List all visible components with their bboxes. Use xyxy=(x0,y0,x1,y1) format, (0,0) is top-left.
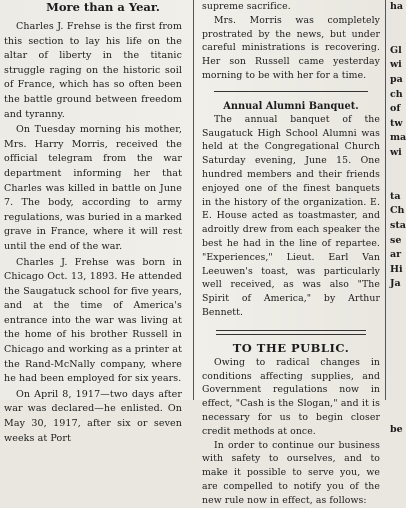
right-column-fragment xyxy=(388,482,400,497)
right-column-fragment: of xyxy=(390,103,401,115)
section-rule-double xyxy=(216,330,366,335)
right-column-fragment: sta xyxy=(390,219,406,231)
article-paragraph: On Tuesday morning his mother, Mrs. Harry Morris, received the official telegram from the war department informing her that Charles was killed in battle on June 7. The body, according to army regulations, was buried in a marked grave in France, where it will rest until the end of the war. xyxy=(4,124,182,252)
right-column-fragment xyxy=(388,306,400,321)
right-column-fragment xyxy=(388,409,400,424)
right-column-fragment: ha xyxy=(390,1,404,12)
article-paragraph: Charles J. Frehse was born in Chicago Oct. 13, 1893. He attended the Saugatuck school for five years, and at the time of America's entrance into the war was living at the home of his brother Russell in Chicago and working as a printer at the Rand-McNally company, where he had been employed for six years. xyxy=(4,256,182,385)
right-column-fragment: pa xyxy=(390,73,403,85)
right-column-fragment xyxy=(388,365,400,380)
right-column-fragment xyxy=(388,452,400,467)
middle-column xyxy=(198,0,382,508)
right-column-fragment: ar xyxy=(390,249,402,261)
continued-fragment: supreme sacrifice. xyxy=(202,1,291,12)
right-column-fragments xyxy=(388,0,406,496)
article-paragraph: Mrs. Morris was completely prostrated by the news, but under careful ministrations is recovering. Her son Russell came yesterday morning to be with her for a time. xyxy=(202,14,380,81)
notice-headline: TO THE PUBLIC. xyxy=(232,340,350,355)
right-column-fragment: Gl xyxy=(390,44,402,56)
right-column-fragment xyxy=(388,467,400,482)
banquet-headline: Annual Alumni Banquet. xyxy=(223,100,359,112)
right-column-cropped xyxy=(388,0,406,496)
section-rule xyxy=(214,91,368,92)
right-column-fragment: Ja xyxy=(390,278,401,290)
right-column-fragment: be xyxy=(390,424,403,436)
right-column-fragment: ch xyxy=(390,88,403,100)
right-column-fragment xyxy=(388,336,400,351)
right-column-fragment xyxy=(388,438,400,453)
right-column-fragment xyxy=(388,394,400,409)
left-column xyxy=(0,0,190,447)
right-column-fragment xyxy=(388,15,400,30)
right-column-fragment xyxy=(388,321,400,336)
right-column-fragment: Hi xyxy=(390,263,403,275)
right-column-fragment xyxy=(388,161,400,176)
middle-column-body xyxy=(198,0,382,508)
article-body xyxy=(0,14,190,446)
column-divider xyxy=(385,0,386,400)
article-paragraph: On April 8, 1917—two days after war was declared—he enlisted. On May 30, 1917, after six or seven weeks at Port xyxy=(4,388,182,444)
article-headline: More than a Year. xyxy=(46,0,160,14)
right-column-fragment xyxy=(388,292,400,307)
notice-paragraph: Owing to radical changes in conditions affecting supplies, and Government regulations now in effect, "Cash is the Slogan," and it is necessary for us to begin closer credit methods at once. xyxy=(202,356,380,437)
right-column-fragment xyxy=(388,29,400,44)
right-column-fragment: wi xyxy=(390,146,402,158)
right-column-fragment: ta xyxy=(390,190,401,202)
notice-paragraph: In order to continue our business with safety to ourselves, and to make it possible to serve you, we are compelled to notify you of the new rule now in effect, as follows: xyxy=(202,439,380,506)
right-column-fragment: Ch xyxy=(390,205,405,217)
right-column-fragment xyxy=(388,350,400,365)
article-paragraph: Charles J. Frehse is the first from this section to lay his life on the altar of liberty in the titanic struggle raging on the historic soil of France, which has so often been the battle ground between freedom and tyranny. xyxy=(4,21,182,120)
column-divider xyxy=(193,0,194,400)
right-column-fragment: tw xyxy=(390,117,403,129)
right-column-fragment xyxy=(388,175,400,190)
right-column-fragment: ma xyxy=(390,132,406,144)
right-column-fragment xyxy=(388,379,400,394)
right-column-fragment: wi xyxy=(390,59,402,71)
right-column-fragment: se xyxy=(390,234,402,246)
banquet-paragraph: The annual banquet of the Saugatuck High School Alumni was held at the Congregational Church Saturday evening, June 15. One hundred members and their friends enjoyed one of the finest banquets in the history of the organization. E. E. House acted as toastmaster, and adroitly drew from each speaker the best he had in the line of repartee. "Experiences," Lieut. Earl Van Leeuwen's toast, was particularly well received, as was also "The Spirit of America," by Arthur Bennett. xyxy=(202,113,380,318)
